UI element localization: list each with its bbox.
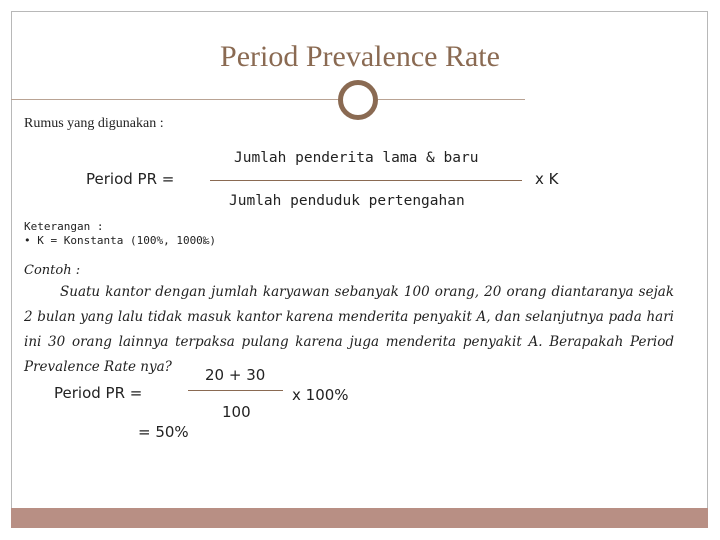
divider-circle-ornament	[338, 80, 378, 120]
example-result: = 50%	[138, 423, 189, 441]
example-denominator: 100	[222, 403, 251, 421]
formula-lhs: Period PR =	[86, 170, 175, 188]
formula-multiplier: x K	[535, 170, 559, 188]
example-lhs: Period PR =	[54, 384, 143, 402]
rumus-label: Rumus yang digunakan :	[24, 116, 164, 131]
contoh-heading: Contoh :	[24, 263, 81, 278]
contoh-paragraph	[24, 280, 674, 380]
keterangan-heading: Keterangan :	[24, 220, 104, 233]
example-multiplier: x 100%	[292, 386, 349, 404]
example-fraction-line	[188, 390, 283, 391]
contoh-paragraph-end: nya?	[135, 359, 172, 375]
slide-title: Period Prevalence Rate	[220, 40, 500, 73]
contoh-paragraph-main: Suatu kantor dengan jumlah karyawan sebanyak 100 orang, 20 orang diantaranya sejak 2 bulan yang lalu tidak masuk kantor karena menderita penyakit A, dan selanjutnya pada hari ini 30 orang lainnya terpaksa pulang karena juga menderita penyakit A. Berapakah	[24, 284, 674, 350]
title-divider-right	[378, 99, 525, 100]
formula-fraction-line	[210, 180, 522, 181]
keterangan-item: • K = Konstanta (100%, 1000‰)	[24, 234, 217, 247]
formula-denominator: Jumlah penduduk pertengahan	[229, 193, 465, 209]
formula-numerator: Jumlah penderita lama & baru	[234, 150, 479, 166]
example-numerator: 20 + 30	[205, 366, 266, 384]
title-divider-left	[11, 99, 338, 100]
contoh-paragraph-term: Period Prevalence Rate	[24, 334, 674, 375]
footer-bar	[11, 508, 708, 528]
